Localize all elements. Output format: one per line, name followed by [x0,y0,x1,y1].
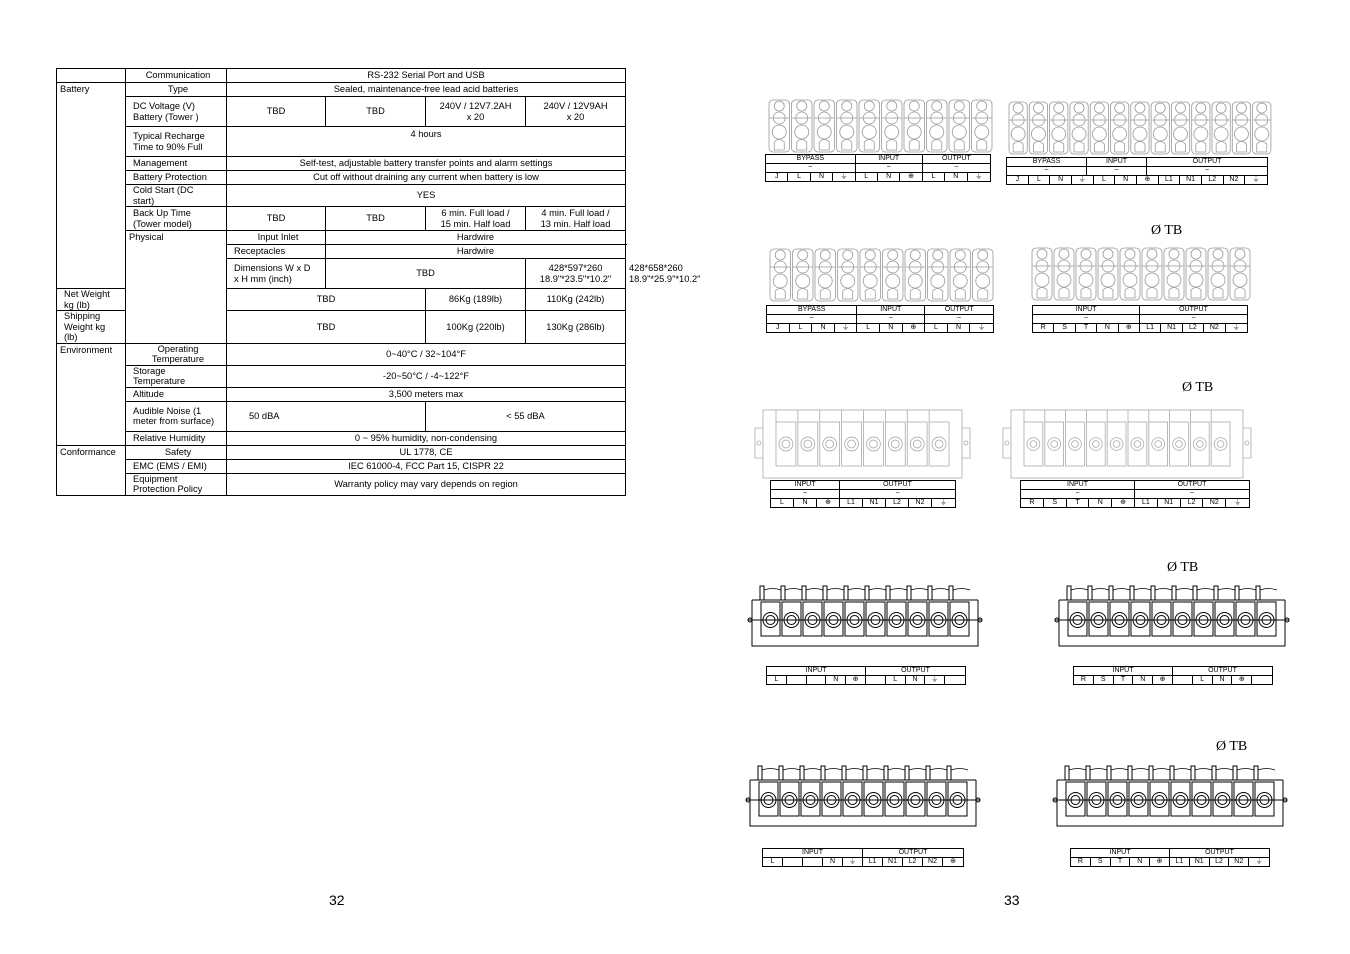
ground-icon: ⏚ [1072,176,1094,184]
terminal-label: N1 [1158,499,1181,507]
terminal-label: S [1044,499,1067,507]
legend-blank-cell [787,676,807,684]
terminal-label: N1 [1161,324,1182,332]
phase-label-1: Ø TB [1151,223,1183,238]
row-label: Management [126,157,227,171]
value-cell: 4 hours [227,127,626,157]
legend-group-label: OUTPUT [1205,849,1234,856]
page-number-left: 32 [329,892,345,908]
terminal-label: L [763,858,783,866]
legend-group-label: BYPASS [766,155,856,163]
legend-group-label: OUTPUT [1208,667,1237,674]
terminal-label: L [771,499,794,507]
value-cell: 0~40°C / 32~104°F [227,343,626,365]
legend-group-label: ~ [766,164,856,172]
terminal-label: L [856,173,878,181]
value-cell: 130Kg (286lb) [526,311,626,344]
value-cell: 6 min. Full load / 15 min. Half load [426,207,526,231]
row-label: Cold Start (DC start) [126,185,227,207]
terminal-label: N [823,858,843,866]
earth-icon: ⊕ [1119,324,1140,332]
legend-row1-right [1006,157,1268,185]
terminal-label: N [811,173,833,181]
legend-group-label: INPUT [1074,667,1173,675]
table-row [57,207,626,231]
row-label: Relative Humidity [126,431,227,445]
row-label: Back Up Time (Tower model) [126,207,227,231]
terminal-label: N1 [1180,176,1202,184]
table-row [57,343,626,365]
earth-icon: ⊕ [1153,676,1173,684]
ground-icon: ⏚ [1232,324,1240,331]
terminal-label: L [857,324,880,332]
terminal-block-row4-right [1055,584,1289,650]
ground-icon: ⏚ [975,173,983,180]
terminal-label: S [1094,676,1114,684]
row-label: Shipping Weight kg (lb) [57,311,126,344]
terminal-label: L1 [863,858,883,866]
terminal-label: N2 [1229,858,1249,866]
table-row [57,365,626,387]
terminal-label: N2 [1203,499,1226,507]
row-label: Typical Recharge Time to 90% Full [126,127,227,157]
legend-blank-cell [1173,676,1193,684]
row-label: EMC (EMS / EMI) [126,459,227,473]
legend-group-label: INPUT [857,306,925,314]
table-row [57,157,626,171]
legend-group-label: OUTPUT [898,849,928,856]
category-cell [57,69,126,83]
legend-group-label: INPUT [1021,481,1135,489]
terminal-strip-drawing [765,96,996,154]
ground-icon: ⏚ [835,324,858,332]
value-cell: 86Kg (189lb) [426,289,526,311]
legend-blank-cell [945,676,965,684]
terminal-label: L2 [1202,176,1224,184]
terminal-label: L1 [840,499,863,507]
legend-group-label: INPUT [1071,849,1170,857]
value-cell: TBD [227,97,326,127]
terminal-label: L [1094,176,1116,184]
legend-group-label: ~ [1204,167,1210,174]
terminal-label: J [767,324,790,332]
row-label: Altitude [126,387,227,401]
category-cell: Environment [57,343,126,445]
legend-group-label: ~ [895,490,900,497]
value-cell: 428*597*260 18.9"*23.5"*10.2" [526,259,626,289]
category-cell: Physical [126,231,227,344]
table-row: Dimensions W x D x H mm (inch) TBD 428*597*260 18.9"*23.5"*10.2" 428*658*260 18.9"*25.9"*10.2" [57,259,626,289]
terminal-label: N [948,324,971,332]
terminal-label: R [1021,499,1044,507]
legend-group-label: INPUT [771,481,840,489]
terminal-label: N [826,676,846,684]
legend-row3-right [1020,480,1250,508]
terminal-label: N [1050,176,1072,184]
terminal-label: N [794,499,817,507]
legend-row2-left [766,305,994,333]
table-row [57,185,626,207]
legend-group-label: ~ [771,490,840,498]
table-row [57,401,626,431]
ground-icon: ⏚ [1234,499,1242,506]
earth-icon: ⊕ [1112,499,1135,507]
value-cell: Hardwire [326,231,626,245]
row-label: DC Voltage (V) Battery (Tower ) [126,97,227,127]
value-cell: TBD [227,289,426,311]
terminal-block-row1-right [1005,98,1275,156]
value-cell: Self-test, adjustable battery transfer points and alarm settings [227,157,626,171]
terminal-label: T [1067,499,1090,507]
legend-group-label: OUTPUT [883,481,912,488]
terminal-label: N2 [909,499,932,507]
legend-group-label: OUTPUT [1192,158,1222,165]
phase-label-2: Ø TB [1182,380,1214,395]
terminal-label: J [1007,176,1029,184]
legend-row1-left [765,154,991,182]
phase-label-4: Ø TB [1216,739,1248,754]
terminal-label: L1 [1135,499,1158,507]
terminal-label: L2 [886,499,909,507]
terminal-label: R [1033,324,1054,332]
value-cell: 240V / 12V9AH x 20 [526,97,626,127]
value-cell: Hardwire [326,245,626,259]
legend-blank-cell [1252,676,1272,684]
row-label: Input Inlet [227,231,326,245]
table-row [57,473,626,495]
terminal-label: L [886,676,906,684]
legend-group-label: ~ [954,164,959,171]
terminal-label: S [1091,858,1111,866]
legend-group-label: INPUT [856,155,923,163]
legend-group-label: ~ [857,315,925,323]
terminal-label: L [790,324,813,332]
terminal-label: L1 [1159,176,1181,184]
specifications-table [56,68,701,496]
table-row [57,445,626,459]
legend-group-label: INPUT [1087,158,1147,166]
value-cell: TBD [227,311,426,344]
row-label: Receptacles [227,245,326,259]
terminal-strip-drawing [766,245,997,303]
value-cell: TBD [326,97,426,127]
row-label: Operating Temperature [126,343,227,365]
legend-blank-cell [807,676,827,684]
ground-icon: ⏚ [978,324,986,331]
terminal-label: N [906,676,926,684]
terminal-label: N1 [1190,858,1210,866]
terminal-label: L2 [1210,858,1230,866]
earth-icon: ⊕ [950,858,956,865]
row-label: Battery Protection [126,171,227,185]
terminal-label: R [1074,676,1094,684]
terminal-label: L [1029,176,1051,184]
terminal-block-row5-left [746,764,980,830]
legend-group-label: ~ [1033,315,1140,323]
row-label: Audible Noise (1 meter from surface) [126,401,227,431]
terminal-label: N [1097,324,1118,332]
legend-group-label: ~ [767,315,857,323]
ground-icon: ⏚ [843,858,863,866]
value-cell: 110Kg (242lb) [526,289,626,311]
terminal-block-row1-left [765,96,996,154]
terminal-block-row3-left [755,404,970,482]
row-label: Type [126,83,227,97]
terminal-label: L [1193,676,1213,684]
row-label: Safety [126,445,227,459]
ground-icon: ⏚ [833,173,855,181]
legend-group-label: ~ [1191,315,1196,322]
legend-row5-left [762,848,964,867]
value-cell: RS-232 Serial Port and USB [227,69,626,83]
legend-group-label: ~ [1021,490,1135,498]
phase-label-3: Ø TB [1167,560,1199,575]
terminal-label: N1 [883,858,903,866]
terminal-label: L1 [1140,324,1161,332]
category-cell: Conformance [57,445,126,495]
legend-group-label: ~ [1189,490,1195,497]
terminal-label: L [767,676,787,684]
ground-icon: ⏚ [1252,176,1260,183]
legend-group-label: ~ [1007,167,1087,175]
row-label: Communication [126,69,227,83]
table-row [57,431,626,445]
value-cell: YES [227,185,626,207]
terminal-label: N [1089,499,1112,507]
table-row [57,69,626,83]
legend-group-label: INPUT [1033,306,1140,314]
table-row [57,459,626,473]
table-row [57,387,626,401]
value-cell: -20~50°C / -4~122°F [227,365,626,387]
category-cell: Battery [57,83,126,289]
legend-row2-right [1032,305,1248,333]
terminal-label: N1 [863,499,886,507]
legend-group-label: ~ [957,315,962,322]
terminal-label: N [1115,176,1137,184]
legend-blank-cell [803,858,823,866]
terminal-block-row3-right [1003,404,1251,482]
terminal-label: N [945,173,967,181]
ground-icon: ⏚ [940,499,947,506]
legend-group-label: OUTPUT [1179,306,1208,313]
terminal-label: S [1054,324,1075,332]
value-cell: 240V / 12V7.2AH x 20 [426,97,526,127]
terminal-block-row5-right [1053,764,1287,830]
legend-row5-right [1070,848,1270,867]
terminal-label: L [923,173,945,181]
terminal-label: N [812,324,835,332]
value-cell: TBD [326,259,526,289]
table-row [57,127,626,157]
terminal-label: L2 [903,858,923,866]
terminal-label: N2 [923,858,943,866]
value-cell: IEC 61000-4, FCC Part 15, CISPR 22 [227,459,626,473]
value-cell: TBD [326,207,426,231]
terminal-label: T [1114,676,1134,684]
legend-blank-cell [866,676,886,684]
terminal-block-row2-left [766,245,997,303]
terminal-label: N2 [1224,176,1246,184]
value-cell: Sealed, maintenance-free lead acid batteries [227,83,626,97]
value-cell: 0 ~ 95% humidity, non-condensing [227,431,626,445]
terminal-label: N [1213,676,1233,684]
terminal-strip-drawing [1028,244,1254,302]
value-cell: UL 1778, CE [227,445,626,459]
terminal-label: T [1076,324,1097,332]
table-row [57,97,626,127]
terminal-label: N [878,173,900,181]
ground-icon: ⏚ [925,676,945,684]
value-cell: 3,500 meters max [227,387,626,401]
row-label: Storage Temperature [126,365,227,387]
earth-icon: ⊕ [1232,676,1252,684]
value-cell: < 55 dBA [426,401,626,431]
terminal-label: N [1133,676,1153,684]
terminal-label: L1 [1170,858,1190,866]
terminal-label: L [788,173,810,181]
table-row [57,171,626,185]
ground-icon: ⏚ [1255,858,1263,865]
legend-row4-right [1073,666,1273,685]
legend-group-label: OUTPUT [944,306,974,313]
terminal-label: L [925,324,948,332]
terminal-label: T [1111,858,1131,866]
legend-group-label: INPUT [767,667,866,675]
table-row [57,231,626,245]
terminal-label: L2 [1181,499,1204,507]
row-label: Net Weight kg (lb) [57,289,126,311]
table-row [57,83,626,97]
value-cell: Warranty policy may vary depends on region [227,473,626,495]
terminal-block-row2-right [1028,244,1254,302]
legend-blank-cell [783,858,803,866]
value-cell: 100Kg (220lb) [426,311,526,344]
earth-icon: ⊕ [846,676,866,684]
legend-group-label: BYPASS [1007,158,1087,166]
value-cell: 50 dBA [227,401,426,431]
terminal-block-row4-left [748,584,982,650]
terminal-label: N [880,324,903,332]
legend-group-label: OUTPUT [941,155,971,162]
terminal-label: N [1130,858,1150,866]
earth-icon: ⊕ [903,324,926,332]
legend-group-label: BYPASS [767,306,857,314]
earth-icon: ⊕ [817,499,840,507]
value-cell: 4 min. Full load / 13 min. Half load [526,207,626,231]
earth-icon: ⊕ [900,173,922,181]
terminal-label: R [1071,858,1091,866]
legend-group-label: ~ [856,164,923,172]
legend-group-label: ~ [1087,167,1147,175]
terminal-label: L2 [1183,324,1204,332]
legend-group-label: OUTPUT [901,667,930,674]
legend-row3-left [770,480,956,508]
terminal-label: J [766,173,788,181]
earth-icon: ⊕ [1150,858,1170,866]
row-label: Dimensions W x D x H mm (inch) [227,259,326,289]
legend-group-label: OUTPUT [1177,481,1207,488]
earth-icon: ⊕ [1137,176,1159,184]
terminal-label: N2 [1204,324,1225,332]
page-number-right: 33 [1004,892,1020,908]
legend-row4-left [766,666,966,685]
legend-group-label: INPUT [763,849,863,857]
row-label: Equipment Protection Policy [126,473,227,495]
value-cell: TBD [227,207,326,231]
terminal-strip-drawing [1005,98,1275,156]
value-cell: Cut off without draining any current when battery is low [227,171,626,185]
